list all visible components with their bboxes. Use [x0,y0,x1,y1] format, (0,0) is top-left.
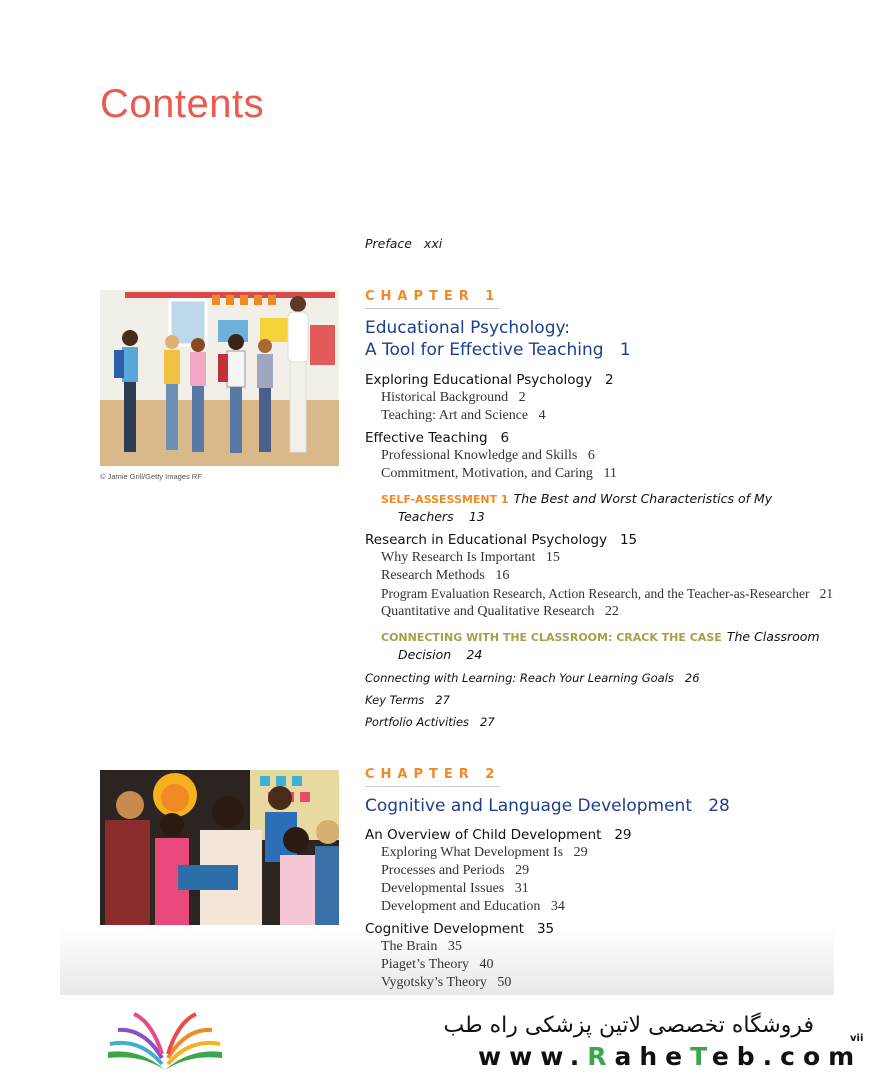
toc-section[interactable] [365,372,614,388]
end-item-page: 27 [480,715,495,729]
chapter2-photo [100,770,339,930]
toc-section[interactable] [365,827,632,843]
chapter1-title-line1[interactable]: Educational Psychology: [365,318,571,338]
watermark-url[interactable] [478,1042,862,1071]
book-logo-icon [100,1008,230,1078]
feature-self-assessment[interactable] [381,488,772,507]
subsection-title: The Brain [381,939,438,954]
url-part: www. [478,1042,588,1071]
section-page: 15 [619,532,638,548]
end-item-page: 26 [684,671,700,685]
end-item[interactable] [365,671,700,685]
subsection-page: 16 [495,568,510,583]
feature-text: The Classroom [726,629,820,644]
subsection-page: 29 [573,845,588,860]
subsection-page: 22 [604,604,619,619]
preface-entry[interactable] [365,236,442,251]
feature-crack-the-case-cont[interactable] [398,644,482,663]
toc-section[interactable] [365,532,637,548]
toc-subsection[interactable] [381,466,617,482]
subsection-title: Exploring What Development Is [381,845,564,860]
subsection-page: 40 [479,957,494,972]
end-item[interactable] [365,693,450,707]
url-part: R [587,1042,615,1071]
subsection-title: Program Evaluation Research, Action Research, and the Teacher-as-Researcher [381,586,810,601]
subsection-title: Professional Knowledge and Skills [381,448,578,463]
subsection-page: 31 [514,881,529,896]
preface-label: Preface [365,236,412,251]
toc-subsection[interactable] [381,586,833,602]
subsection-title: Piaget’s Theory [381,957,470,972]
feature-self-assessment-cont[interactable] [398,506,485,525]
subsection-title: Development and Education [381,899,541,914]
end-item-title: Connecting with Learning: Reach Your Learning Goals [365,671,674,685]
toc-subsection[interactable] [381,845,588,861]
chapter1-title-text: A Tool for Effective Teaching [365,340,604,360]
section-title: Effective Teaching [365,430,488,446]
feature-tag: CONNECTING WITH THE CLASSROOM: CRACK THE CASE [381,631,722,644]
section-page: 6 [500,430,510,446]
subsection-title: Teaching: Art and Science [381,408,529,423]
toc-subsection[interactable] [381,448,595,464]
preface-page: xxi [423,236,443,251]
feature-page: 24 [466,647,483,662]
toc-subsection[interactable] [381,550,560,566]
subsection-page: 21 [819,586,834,601]
end-item-title: Portfolio Activities [365,715,470,729]
subsection-title: Commitment, Motivation, and Caring [381,466,593,481]
chapter1-photo [100,290,339,466]
toc-section[interactable] [365,430,509,446]
subsection-page: 29 [515,863,530,878]
subsection-title: Why Research Is Important [381,550,536,565]
subsection-title: Vygotsky’s Theory [381,975,487,990]
feature-tag: SELF-ASSESSMENT 1 [381,493,509,506]
feature-text: The Best and Worst Characteristics of My [513,491,773,506]
toc-subsection[interactable] [381,899,565,915]
chapter1-title-line2[interactable] [365,340,631,360]
subsection-title: Research Methods [381,568,485,583]
subsection-title: Developmental Issues [381,881,505,896]
toc-subsection[interactable] [381,604,619,620]
toc-subsection[interactable] [381,863,529,879]
page-number: vii [850,1033,864,1044]
subsection-title: Processes and Periods [381,863,505,878]
toc-subsection[interactable] [381,975,511,991]
chapter2-page: 28 [708,796,730,816]
toc-subsection[interactable] [381,881,529,897]
chapter2-label: CHAPTER 2 [365,767,500,787]
subsection-page: 15 [545,550,560,565]
section-title: Exploring Educational Psychology [365,372,593,388]
end-item[interactable] [365,715,495,729]
chapter1-label: CHAPTER 1 [365,289,500,309]
subsection-page: 4 [538,408,546,423]
subsection-page: 2 [518,390,526,405]
page-title: Contents [100,82,265,126]
section-page: 35 [536,921,555,937]
chapter1-page: 1 [619,340,631,360]
subsection-title: Quantitative and Qualitative Research [381,604,595,619]
section-page: 29 [614,827,632,843]
end-item-page: 27 [435,693,450,707]
section-title: An Overview of Child Development [365,827,602,843]
url-part: T [690,1042,712,1071]
subsection-page: 11 [603,466,617,481]
subsection-page: 6 [587,448,595,463]
toc-subsection[interactable] [381,939,462,955]
chapter2-title[interactable] [365,796,730,816]
feature-crack-the-case[interactable] [381,626,820,645]
chapter2-title-text: Cognitive and Language Development [365,796,693,816]
url-part: ahe [614,1042,691,1071]
toc-section[interactable] [365,921,554,937]
feature-text: Decision [398,647,452,662]
subsection-page: 35 [447,939,462,954]
subsection-page: 50 [497,975,512,990]
toc-subsection[interactable] [381,568,509,584]
toc-subsection[interactable] [381,408,546,424]
watermark-persian-text: فروشگاه تخصصی لاتین پزشکی راه طب [443,1013,814,1038]
section-title: Cognitive Development [365,921,525,937]
subsection-page: 34 [550,899,565,914]
feature-text: Teachers [398,509,454,524]
toc-subsection[interactable] [381,957,494,973]
end-item-title: Key Terms [365,693,425,707]
section-title: Research in Educational Psychology [365,532,608,548]
url-part: eb.com [711,1042,863,1071]
chapter1-photo-credit: © Jamie Grill/Getty Images RF [100,472,202,481]
subsection-title: Historical Background [381,390,509,405]
section-page: 2 [604,372,614,388]
feature-page: 13 [468,509,485,524]
toc-subsection[interactable] [381,390,526,406]
